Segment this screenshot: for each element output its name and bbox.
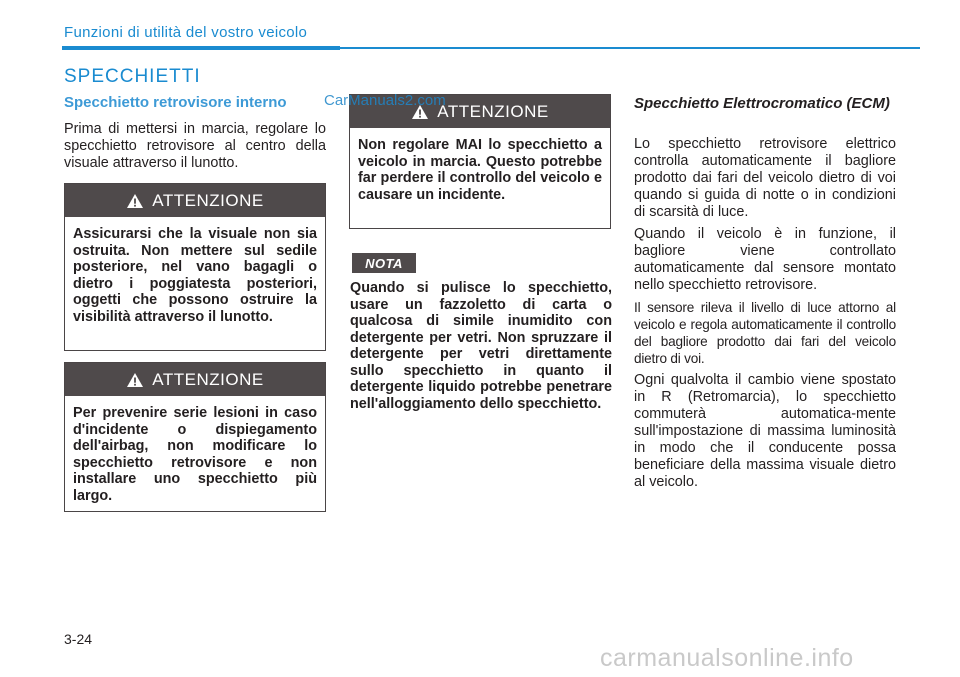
warning-box-airbag xyxy=(64,362,326,512)
ecm-paragraphs xyxy=(634,136,896,496)
footer-watermark: carmanualsonline.info xyxy=(600,644,854,672)
warning-header xyxy=(65,363,325,396)
warning-box-driving xyxy=(349,94,611,229)
warning-text: Non regolare MAI lo specchietto a veicolo in marcia. Questo potrebbe far perdere il controllo del veicolo e causare un incidente. xyxy=(358,137,602,203)
ecm-paragraph: Ogni qualvolta il cambio viene spostato in R (Retromarcia), lo specchietto commuterà automatica-mente sull'impostazione di massima luminosità in modo che il conducente possa beneficiare della massima visuale dietro al veicolo. xyxy=(634,372,896,490)
overlay-watermark: CarManuals2.com xyxy=(324,92,446,109)
note-text: Quando si pulisce lo specchietto, usare un fazzoletto di carta o qualcosa di simile inumidito con detergente per vetri. Non spruzzare il detergente per vetri direttamente sullo specchietto in quanto il detergente liquido potrebbe penetrare nell'alloggiamento dello specchietto. xyxy=(350,280,612,412)
warning-triangle-icon xyxy=(126,193,144,209)
ecm-paragraph: Il sensore rileva il livello di luce attorno al veicolo e regola automaticamente il controllo del bagliore prodotto dai fari del veicolo dietro di voi. xyxy=(634,300,896,366)
subheading-interior-mirror: Specchietto retrovisore interno xyxy=(64,94,287,111)
header-rule xyxy=(340,47,920,49)
subheading-ecm: Specchietto Elettrocromatico (ECM) xyxy=(634,95,890,112)
warning-heading: ATTENZIONE xyxy=(437,101,549,121)
page-number: 3-24 xyxy=(64,631,93,647)
warning-triangle-icon xyxy=(126,372,144,388)
header-rule-accent xyxy=(62,46,340,50)
warning-text: Per prevenire serie lesioni in caso d'incidente o dispiegamento dell'airbag, non modificare lo specchietto retrovisore e non installare uno specchietto più largo. xyxy=(73,405,317,504)
chapter-title: Funzioni di utilità del vostro veicolo xyxy=(64,24,308,41)
ecm-paragraph: Lo specchietto retrovisore elettrico controlla automaticamente il bagliore prodotto dai fari del veicolo dietro di voi quando si guida di notte o in condizioni di scarsità di luce. xyxy=(634,136,896,220)
note-badge: NOTA xyxy=(352,253,416,273)
intro-paragraph: Prima di mettersi in marcia, regolare lo specchietto retrovisore al centro della visuale attraverso il lunotto. xyxy=(64,121,326,171)
warning-heading: ATTENZIONE xyxy=(152,190,264,210)
section-title: SPECCHIETTI xyxy=(64,66,201,87)
warning-text: Assicurarsi che la visuale non sia ostruita. Non mettere sul sedile posteriore, nel vano bagagli o dietro i poggiatesta posteriori, oggetti che possono ostruire la visibilità attraverso il lunotto. xyxy=(73,226,317,325)
warning-header xyxy=(65,184,325,217)
ecm-paragraph: Quando il veicolo è in funzione, il bagliore viene controllato automaticamente dal sensore montato nello specchietto retrovisore. xyxy=(634,226,896,293)
warning-box-visibility xyxy=(64,183,326,351)
warning-heading: ATTENZIONE xyxy=(152,369,264,389)
